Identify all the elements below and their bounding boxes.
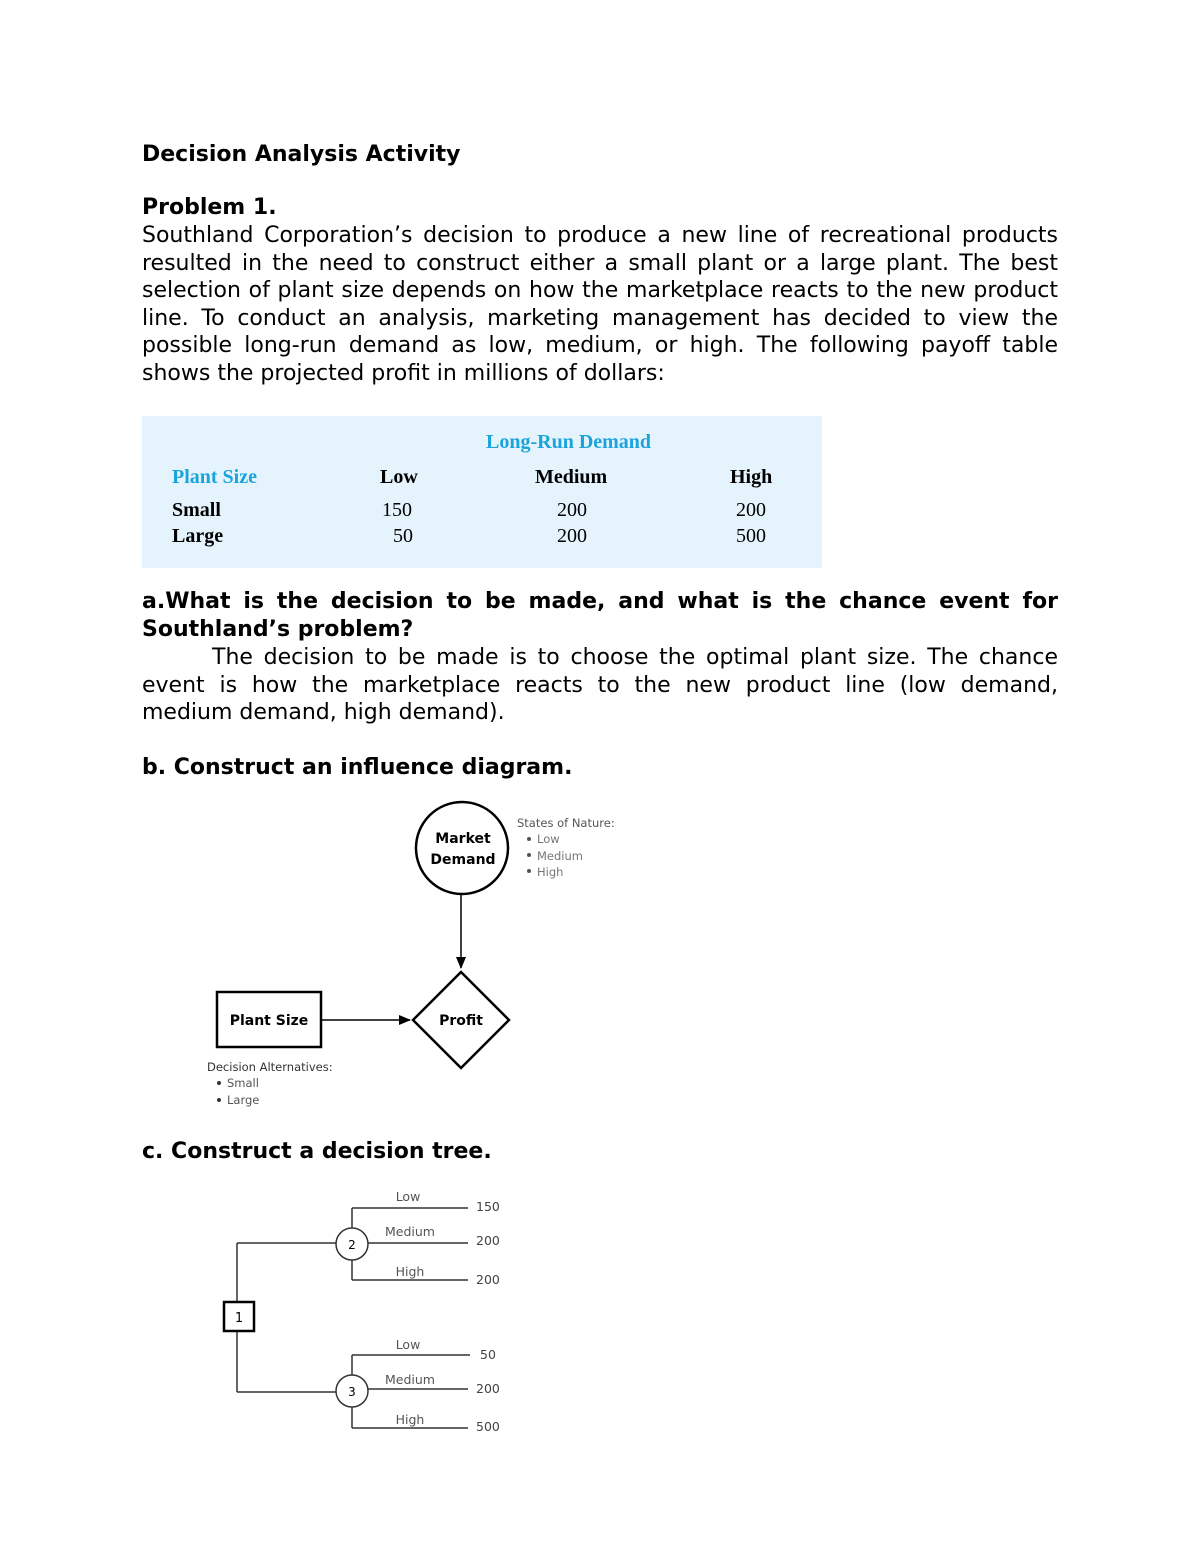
payoff-table [142,416,822,568]
branch-label: Low [395,1189,421,1204]
tree-chance-node-label: 3 [348,1385,356,1399]
question-c-section [142,1138,1058,1166]
table-cell: 200 [557,499,587,521]
profit-label: Profit [439,1013,483,1029]
problem-heading: Problem 1. [142,195,277,220]
alternative-small: Small [227,1076,259,1090]
market-demand-label-line2: Demand [430,852,496,868]
document-body [142,140,1058,387]
answer-a: The decision to be made is to choose the optimal plant size. The chance event is how the marketplace reacts to the new product line (low demand, medium demand, high demand). [142,645,1058,725]
problem-text: Southland Corporation’s decision to produce a new line of recreational products resulted in the need to construct either a small plant or a large plant. The best selection of plant size depends on how the marketplace reacts to the new product line. To conduct an analysis, marketing management has decided to view the possible long-run demand as low, medium, or high. The following payoff table shows the projected profit in millions of dollars: [142,223,1058,386]
branch-label: Medium [385,1372,435,1387]
branch-label: Medium [385,1224,435,1239]
branch-label: Low [395,1337,421,1352]
question-b: b. Construct an influence diagram. [142,755,573,780]
state-low: Low [537,832,560,846]
bullet-icon [527,853,531,857]
question-a: a.What is the decision to be made, and what is the chance event for Southland’s problem? [142,589,1058,642]
payoff-value: 200 [476,1233,500,1248]
table-col-medium: Medium [535,466,608,488]
decision-tree [0,1180,1200,1450]
table-cell: 50 [393,525,413,547]
question-a-section [142,588,1058,727]
plant-size-label: Plant Size [229,1013,309,1029]
payoff-value: 150 [476,1199,500,1214]
payoff-value: 500 [476,1419,500,1434]
alternative-large: Large [227,1093,260,1107]
table-row-label-small: Small [172,499,221,521]
influence-diagram [0,790,1200,1120]
payoff-value: 200 [476,1272,500,1287]
market-demand-chance-node [416,802,508,894]
table-row-header: Plant Size [172,466,257,488]
table-cell: 200 [557,525,587,547]
question-b-section [142,754,1058,782]
table-cell: 150 [382,499,412,521]
state-high: High [537,865,564,879]
table-col-low: Low [380,466,418,488]
table-col-high: High [730,466,773,488]
table-group-header: Long-Run Demand [486,431,652,453]
document-title: Decision Analysis Activity [142,142,461,167]
bullet-icon [217,1081,221,1085]
table-cell: 500 [736,525,766,547]
table-cell: 200 [736,499,766,521]
branch-label: High [395,1264,425,1279]
tree-chance-node-label: 2 [348,1238,356,1252]
bullet-icon [527,837,531,841]
payoff-value: 50 [480,1347,496,1362]
states-of-nature-title: States of Nature: [517,816,615,830]
question-c: c. Construct a decision tree. [142,1139,492,1164]
branch-label: High [395,1412,425,1427]
decision-alternatives-title: Decision Alternatives: [207,1060,333,1074]
bullet-icon [527,869,531,873]
market-demand-label-line1: Market [435,831,491,847]
table-row-label-large: Large [172,525,224,547]
payoff-value: 200 [476,1381,500,1396]
state-medium: Medium [537,849,583,863]
bullet-icon [217,1098,221,1102]
tree-decision-node-label: 1 [234,1311,244,1326]
